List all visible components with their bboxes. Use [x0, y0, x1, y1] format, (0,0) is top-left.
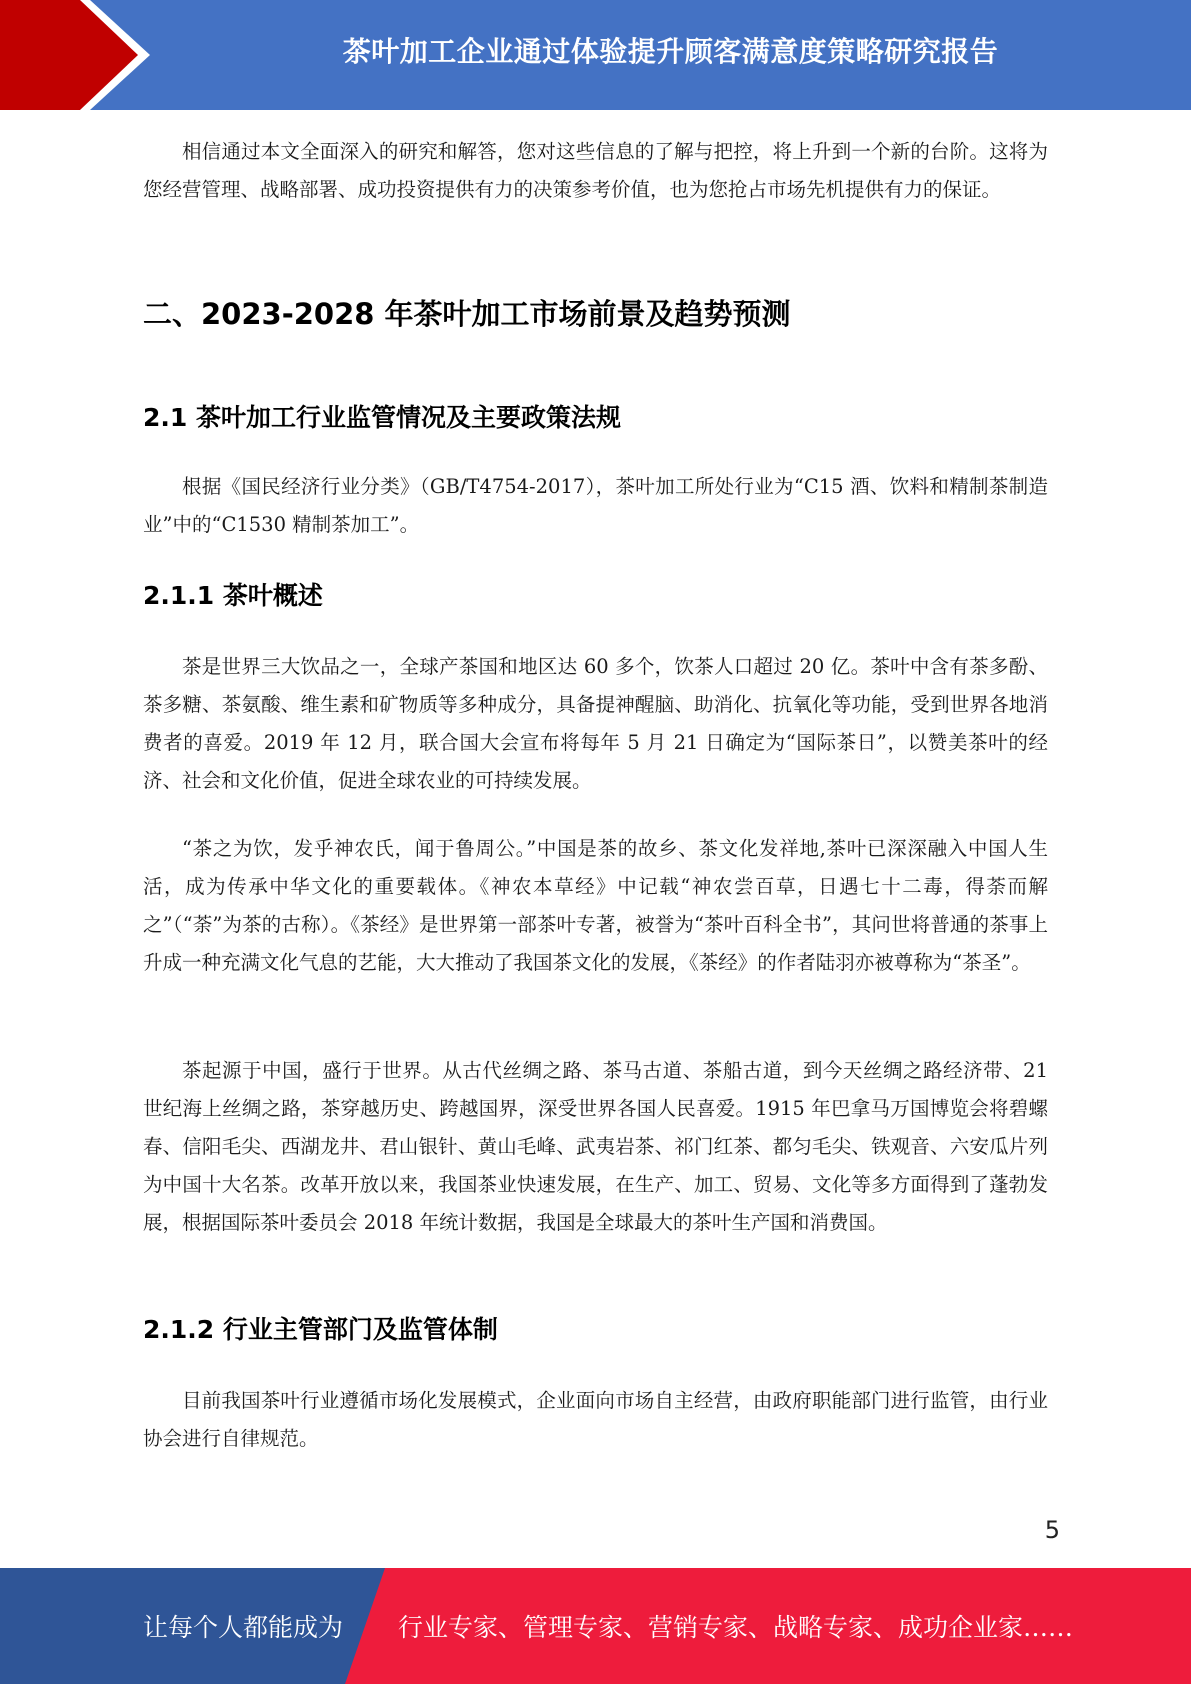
footer-slogan-left: 让每个人都能成为 [143, 1613, 344, 1642]
section-2-1-2-heading: 2.1.2 行业主管部门及监管体制 [143, 1315, 498, 1344]
footer-slogan-right: 行业专家、管理专家、营销专家、战略专家、成功企业家…… [398, 1613, 1074, 1642]
page-header [0, 0, 1191, 110]
intro-paragraph: 相信通过本文全面深入的研究和解答，您对这些信息的了解与把控，将上升到一个新的台阶。这将为您经营管理、战略部署、成功投资提供有力的决策参考价值，也为您抢占市场先机提供有力的保证。 [143, 140, 1048, 201]
section-2-1-1-heading: 2.1.1 茶叶概述 [143, 581, 323, 610]
header-title: 茶叶加工企业通过体验提升顾客满意度策略研究报告 [342, 35, 999, 68]
section-2-1-1-paragraph-2: “茶之为饮，发乎神农氏，闻于鲁周公。”中国是茶的故乡、茶文化发祥地,茶叶已深深融入中国人生活，成为传承中华文化的重要载体。《神农本草经》中记载“神农尝百草，日遇七十二毒，得荼而解之”（“荼”为茶的古称）。《茶经》是世界第一部茶叶专著，被誉为“茶叶百科全书”，其问世将普通的茶事上升成一种充满文化气息的艺能，大大推动了我国茶文化的发展，《茶经》的作者陆羽亦被尊称为“茶圣”。 [143, 837, 1048, 974]
section-2-heading: 二、2023-2028 年茶叶加工市场前景及趋势预测 [143, 297, 791, 331]
section-2-1-1-paragraph-3: 茶起源于中国，盛行于世界。从古代丝绸之路、茶马古道、茶船古道，到今天丝绸之路经济带、21 世纪海上丝绸之路，茶穿越历史、跨越国界，深受世界各国人民喜爱。1915 年巴拿马万国博览会将碧螺春、信阳毛尖、西湖龙井、君山银针、黄山毛峰、武夷岩茶、祁门红茶、都匀毛尖、铁观音、六安瓜片列为中国十大名茶。改革开放以来，我国茶业快速发展，在生产、加工、贸易、文化等多方面得到了蓬勃发展，根据国际茶叶委员会 2018 年统计数据，我国是全球最大的茶叶生产国和消费国。 [143, 1059, 1048, 1234]
section-2-1-paragraph: 根据《国民经济行业分类》（GB/T4754-2017），茶叶加工所处行业为“C15 酒、饮料和精制茶制造业”中的“C1530 精制茶加工”。 [143, 475, 1048, 536]
page-footer [0, 1568, 1191, 1684]
section-2-1-heading: 2.1 茶叶加工行业监管情况及主要政策法规 [143, 403, 621, 432]
page-number: 5 [1044, 1516, 1060, 1544]
section-2-1-2-paragraph: 目前我国茶叶行业遵循市场化发展模式，企业面向市场自主经营，由政府职能部门进行监管，由行业协会进行自律规范。 [143, 1389, 1048, 1450]
header-arrow-graphic [0, 0, 150, 110]
section-2-1-1-paragraph-1: 茶是世界三大饮品之一，全球产茶国和地区达 60 多个，饮茶人口超过 20 亿。茶叶中含有茶多酚、茶多糖、茶氨酸、维生素和矿物质等多种成分，具备提神醒脑、助消化、抗氧化等功能，受到世界各地消费者的喜爱。2019 年 12 月，联合国大会宣布将每年 5 月 21 日确定为“国际茶日”，以赞美茶叶的经济、社会和文化价值，促进全球农业的可持续发展。 [143, 655, 1048, 792]
